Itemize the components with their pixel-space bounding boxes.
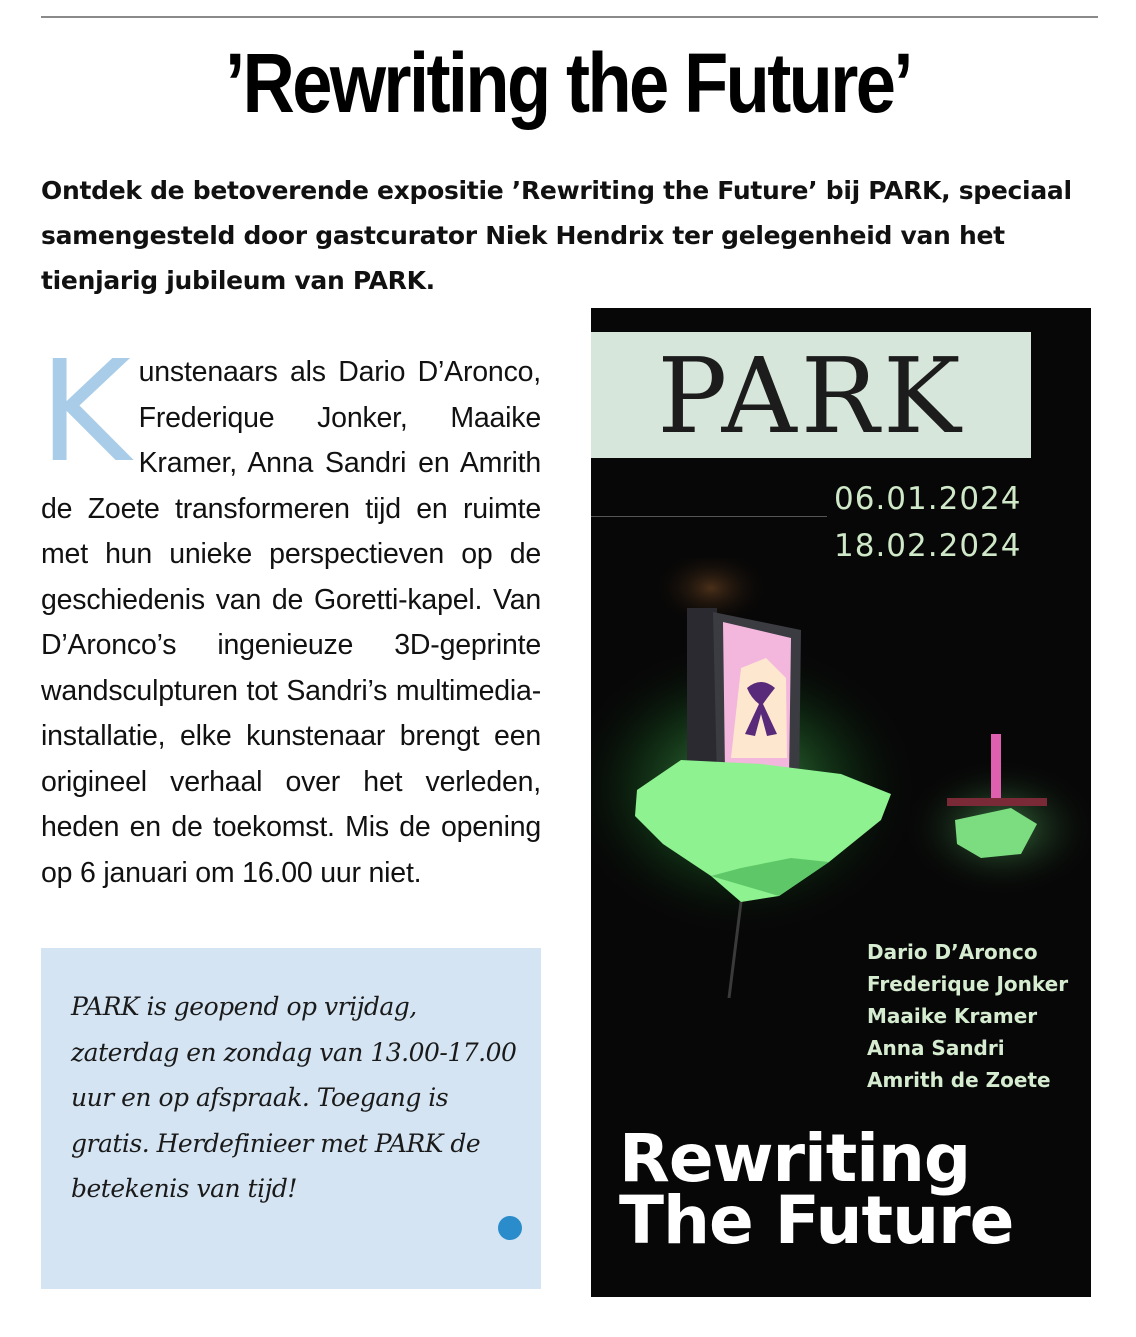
dropcap: K	[39, 331, 131, 494]
artist-name: Frederique Jonker	[867, 972, 1069, 996]
artist-name: Anna Sandri	[867, 1036, 1005, 1060]
park-logo: PARK	[657, 335, 965, 457]
artist-name: Maaike Kramer	[867, 1004, 1038, 1028]
poster-dates	[834, 476, 1022, 570]
date-end: 18.02.2024	[834, 528, 1022, 564]
body-text	[39, 331, 541, 896]
artwork-shelf	[947, 798, 1047, 806]
poster-title	[619, 1120, 1014, 1259]
headline: ’Rewriting the Future’	[225, 36, 911, 130]
artist-name: Dario D’Aronco	[867, 940, 1038, 964]
poster-title-line-2: The Future	[619, 1182, 1014, 1259]
body-paragraph: unstenaars als Dario D’Aronco, Frederique Jonker, Maaike Kramer, Anna Sandri en Amrith de Zoete transformeren tijd en ruimte met hun unieke perspectieven op de geschiedenis van de Goretti-kapel. Van D’Aronco’s ingenieuze 3D-geprinte wandsculpturen tot Sandri’s multimedia-installatie, elke kunstenaar brengt een origineel verhaal over het verleden, heden en de toekomst. Mis de opening op 6 januari om 16.00 uur niet.	[41, 356, 541, 889]
date-start: 06.01.2024	[834, 481, 1022, 517]
park-panel	[591, 332, 1031, 458]
poster-title-line-1: Rewriting	[619, 1120, 971, 1197]
exhibition-poster	[591, 308, 1091, 1297]
poster-divider	[591, 516, 827, 517]
artwork-small-object	[991, 734, 1001, 798]
artwork-frame-back	[687, 608, 717, 768]
artwork-photo	[591, 558, 1091, 998]
artist-name: Amrith de Zoete	[867, 1068, 1051, 1092]
lede: Ontdek de betoverende expositie ’Rewriting the Future’ bij PARK, speciaal samengesteld door gastcurator Niek Hendrix ter gelegenheid van het tienjarig jubileum van PARK.	[41, 176, 1072, 295]
artist-list	[867, 936, 1068, 1096]
top-rule	[41, 16, 1098, 18]
info-box	[41, 948, 541, 1289]
bullet-dot-icon	[498, 1216, 522, 1240]
info-box-text: PARK is geopend op vrijdag, zaterdag en zondag van 13.00-17.00 uur en op afspraak. Toegang is gratis. Herdefinieer met PARK de betekenis van tijd!	[71, 992, 517, 1203]
